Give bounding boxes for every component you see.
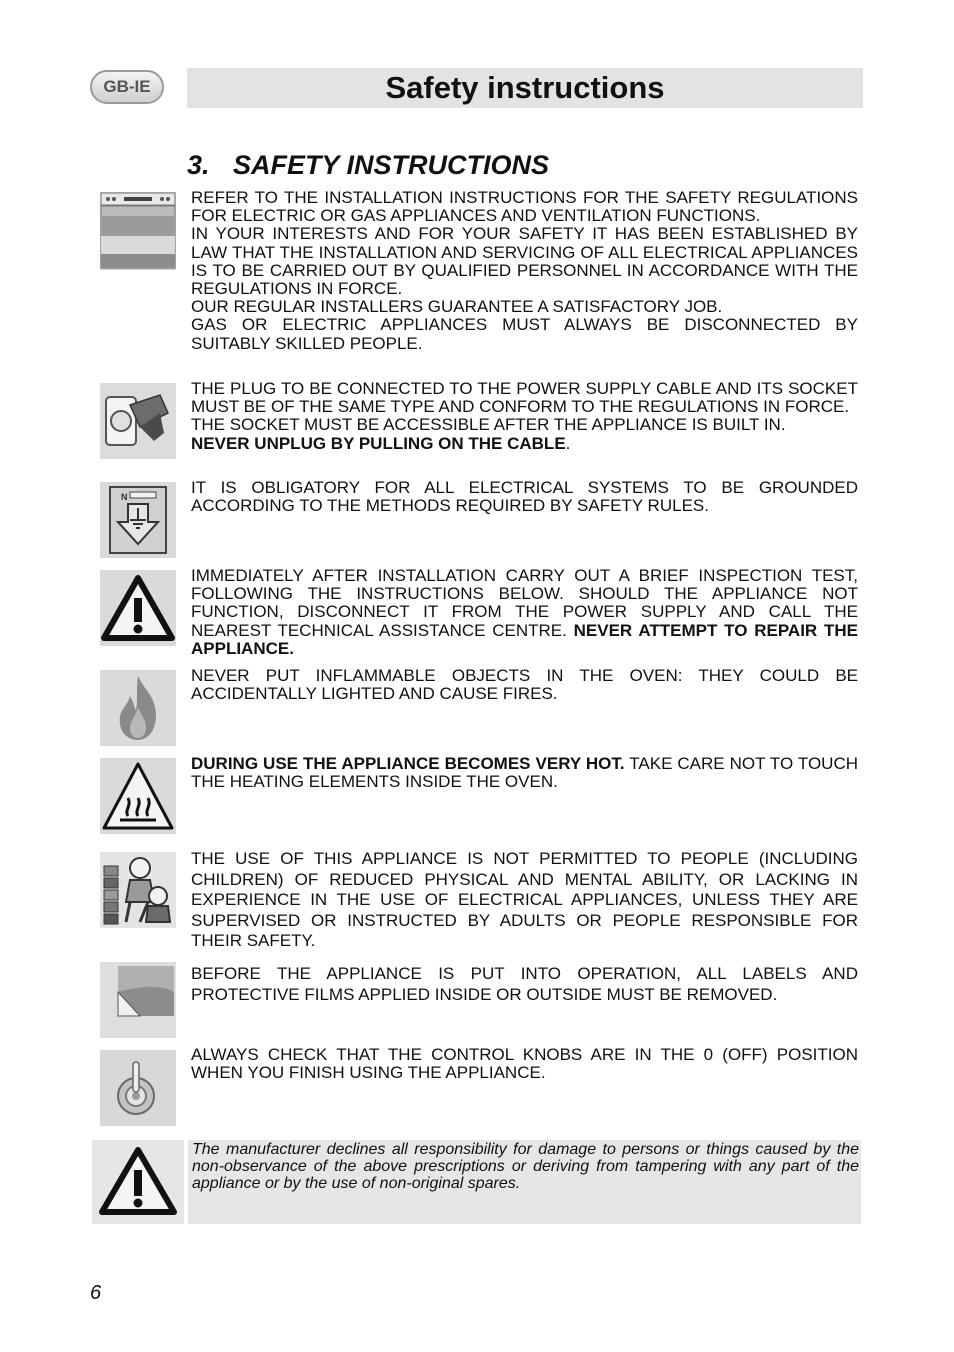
children-instructions: THE USE OF THIS APPLIANCE IS NOT PERMITTED TO PEOPLE (INCLUDING CHILDREN) OF REDUCED PHYSICAL AND MENTAL ABILITY, OR LACKING IN EXPERIENCE IN THE USE OF ELECTRICAL APPLIANCES, UNLESS THEY ARE SUPERVISED OR INSTRUCTED BY ADULTS OR PEOPLE RESPONSIBLE FOR THEIR SAFETY. xyxy=(191,849,858,950)
oven-instructions xyxy=(191,189,858,353)
flame-icon xyxy=(100,670,176,746)
warning-icon xyxy=(100,570,176,646)
oven-paragraph-3: OUR REGULAR INSTALLERS GUARANTEE A SATISFACTORY JOB. xyxy=(191,297,723,317)
page-number: 6 xyxy=(90,1282,102,1304)
oven-paragraph-1: REFER TO THE INSTALLATION INSTRUCTIONS FOR THE SAFETY REGULATIONS FOR ELECTRIC OR GAS APPLIANCES AND VENTILATION FUNCTIONS. xyxy=(191,188,858,226)
knob-instructions: ALWAYS CHECK THAT THE CONTROL KNOBS ARE IN THE 0 (OFF) POSITION WHEN YOU FINISH USING THE APPLIANCE. xyxy=(191,1045,858,1083)
section-title: SAFETY INSTRUCTIONS xyxy=(233,150,550,180)
oven-icon xyxy=(100,192,176,270)
plug-warning-bold: NEVER UNPLUG BY PULLING ON THE CABLE xyxy=(191,433,566,453)
disclaimer-warning-icon xyxy=(92,1140,184,1224)
page-title: Safety instructions xyxy=(187,68,863,108)
ground-icon-label: N xyxy=(121,492,128,502)
plug-paragraph-2: THE SOCKET MUST BE ACCESSIBLE AFTER THE APPLIANCE IS BUILT IN. xyxy=(191,415,786,435)
plug-paragraph-1: THE PLUG TO BE CONNECTED TO THE POWER SUPPLY CABLE AND ITS SOCKET MUST BE OF THE SAME TYPE AND CONFORM TO THE REGULATIONS IN FORCE. xyxy=(191,379,858,417)
hot-surface-text: TAKE CARE NOT TO TOUCH THE HEATING ELEMENTS INSIDE THE OVEN. xyxy=(191,754,859,792)
section-number: 3. xyxy=(187,150,210,180)
oven-paragraph-2: IN YOUR INTERESTS AND FOR YOUR SAFETY IT HAS BEEN ESTABLISHED BY LAW THAT THE INSTALLATION AND SERVICING OF ALL ELECTRICAL APPLIANCES IS TO BE CARRIED OUT BY QUALIFIED PERSONNEL IN ACCORDANCE WITH THE REGULATIONS IN FORCE. xyxy=(191,224,858,299)
region-badge: GB-IE xyxy=(90,70,164,104)
hot-surface-icon xyxy=(100,758,176,834)
protective-film-instructions: BEFORE THE APPLIANCE IS PUT INTO OPERATION, ALL LABELS AND PROTECTIVE FILMS APPLIED INSIDE OR OUTSIDE MUST BE REMOVED. xyxy=(191,964,858,1004)
flammable-instructions: NEVER PUT INFLAMMABLE OBJECTS IN THE OVEN: THEY COULD BE ACCIDENTALLY LIGHTED AND CAUSE FIRES. xyxy=(191,666,858,704)
control-knob-icon xyxy=(100,1050,176,1126)
plug-instructions xyxy=(191,380,858,453)
section-heading xyxy=(187,150,549,181)
children-icon xyxy=(100,852,176,928)
hot-surface-bold: DURING USE THE APPLIANCE BECOMES VERY HOT. xyxy=(191,754,625,773)
ground-icon xyxy=(100,482,176,558)
hot-surface-instructions xyxy=(191,755,858,791)
ground-instructions: IT IS OBLIGATORY FOR ALL ELECTRICAL SYSTEMS TO BE GROUNDED ACCORDING TO THE METHODS REQUIRED BY SAFETY RULES. xyxy=(191,478,858,516)
plug-paragraph-3 xyxy=(191,435,858,453)
inspection-instructions xyxy=(191,567,858,658)
plug-warning-end: . xyxy=(565,433,571,453)
plug-socket-icon xyxy=(100,383,176,459)
protective-film-icon xyxy=(100,962,176,1038)
inspection-text: IMMEDIATELY AFTER INSTALLATION CARRY OUT A BRIEF INSPECTION TEST, FOLLOWING THE INSTRUCTIONS BELOW. SHOULD THE APPLIANCE NOT FUNCTION, DISCONNECT IT FROM THE POWER SUPPLY AND CALL THE NEAREST TECHNICAL ASSISTANCE CENTRE. xyxy=(191,566,858,640)
inspection-warning-bold: NEVER ATTEMPT TO REPAIR THE APPLIANCE. xyxy=(191,620,858,658)
oven-paragraph-4: GAS OR ELECTRIC APPLIANCES MUST ALWAYS BE DISCONNECTED BY SUITABLY SKILLED PEOPLE. xyxy=(191,315,858,353)
disclaimer-text: The manufacturer declines all responsibility for damage to persons or things caused by the non-observance of the above prescriptions or deriving from tampering with any part of the appliance or by the use of non-original spares. xyxy=(188,1140,861,1224)
